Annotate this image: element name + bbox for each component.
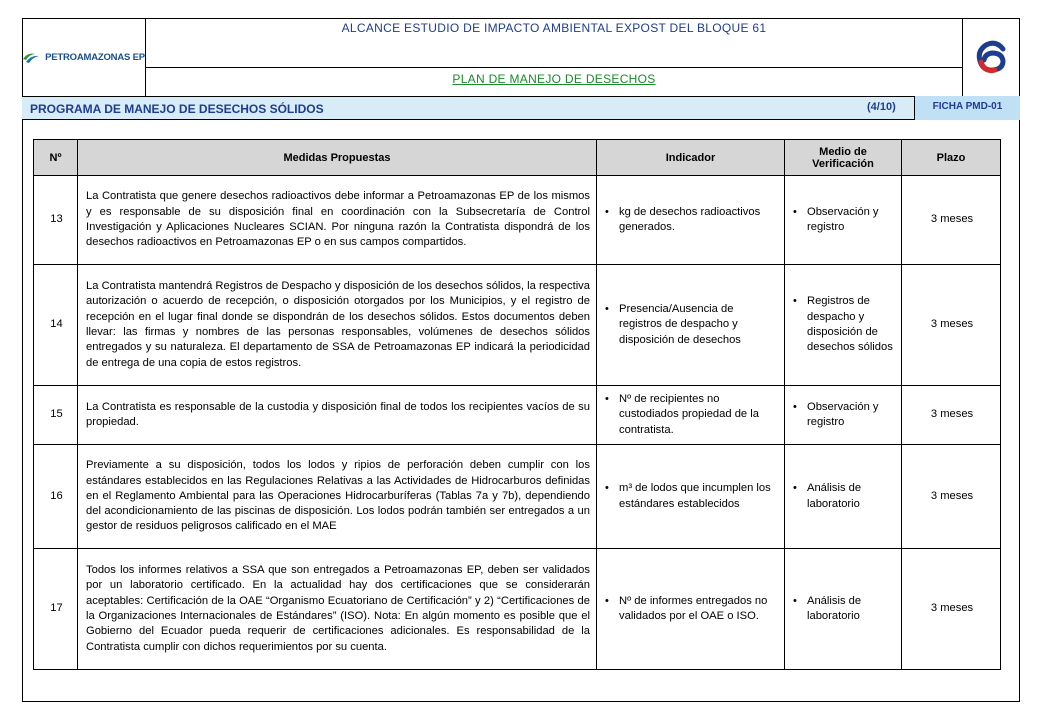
medida-text: La Contratista que genere desechos radioactivos debe informar a Petroamazonas EP de los mismos y es responsable de su disposición final en coordinación con la Subsecretaría de Control Investigación y Aplicaciones Nucleares SCIAN. Por ninguna razón la Contratista dispondrá de los desechos radioactivos en Petroamazonas EP o en sus campos compartidos. <box>78 176 597 265</box>
indicador-cell <box>597 549 785 670</box>
indicador-text: Nº de informes entregados no validados por el OAE o ISO. <box>619 594 768 622</box>
program-band <box>22 96 1020 120</box>
ficha-code: FICHA PMD-01 <box>914 96 1020 120</box>
plazo-text: 3 meses <box>902 265 1001 386</box>
indicador-text: kg de desechos radioactivos generados. <box>619 205 761 233</box>
table-row <box>34 445 1001 549</box>
bullet-icon: • <box>793 594 797 607</box>
chapter-number-badge <box>972 39 1012 75</box>
indicador-text: m³ de lodos que incumplen los estándares establecidos <box>619 482 771 510</box>
table-row <box>34 265 1001 386</box>
col-header-plazo: Plazo <box>902 140 1001 176</box>
bullet-icon: • <box>605 393 609 406</box>
bullet-icon: • <box>605 482 609 495</box>
company-logo-cell <box>22 18 146 96</box>
plazo-text: 3 meses <box>902 445 1001 549</box>
table-header-row <box>34 140 1001 176</box>
col-header-indicador: Indicador <box>597 140 785 176</box>
plazo-text: 3 meses <box>902 549 1001 670</box>
page-count: (4/10) <box>867 101 896 113</box>
section-subtitle: PLAN DE MANEJO DE DESECHOS <box>452 72 656 86</box>
logo-text: PETROAMAZONAS EP <box>45 51 145 63</box>
medio-text: Observación y registro <box>807 400 879 428</box>
medio-text: Observación y registro <box>807 205 879 233</box>
table-row <box>34 549 1001 670</box>
medida-text: La Contratista mantendrá Registros de Despacho y disposición de los desechos sólidos, la respectiva autorización o acuerdo de recepción, o disposición otorgados por los Municipios, y el registro de recepción en el lugar final donde se dispondrán de los desechos sólidos. Estos documentos deben llevar: las firmas y nombres de las personas responsables, volúmenes de desechos sólidos entregados y su naturaleza. El departamento de SSA de Petroamazonas EP indicará la periodicidad de entrega de una copia de estos registros. <box>78 265 597 386</box>
medio-text: Análisis de laboratorio <box>807 594 862 622</box>
indicador-cell <box>597 386 785 445</box>
col-header-medidas: Medidas Propuestas <box>78 140 597 176</box>
bullet-icon: • <box>793 295 797 308</box>
medida-text: Todos los informes relativos a SSA que son entregados a Petroamazonas EP, deben ser validados por un laboratorio certificado. En la actualidad hay dos certificaciones que se considerarán aceptables: Certificación de la OAE “Organismo Ecuatoriano de Certificación” y 2) “Certificaciones de la Organizaciones Internacionales de Estándares” (ISO). Nota: En algún momento es posible que el Gobierno del Ecuador pueda requerir de certificaciones adicionales. Es responsabilidad de la Contratista cumplir con dichos requerimientos por su cuenta. <box>78 549 597 670</box>
medida-text: La Contratista es responsable de la custodia y disposición final de todos los recipientes vacíos de su propiedad. <box>78 386 597 445</box>
medio-text: Análisis de laboratorio <box>807 482 862 510</box>
row-number: 13 <box>34 176 78 265</box>
table-row <box>34 176 1001 265</box>
bullet-icon: • <box>793 400 797 413</box>
document-title: ALCANCE ESTUDIO DE IMPACTO AMBIENTAL EXPOST DEL BLOQUE 61 <box>146 18 962 68</box>
indicador-text: Nº de recipientes no custodiados propiedad de la contratista. <box>619 393 759 436</box>
row-number: 15 <box>34 386 78 445</box>
indicador-text: Presencia/Ausencia de registros de despacho y disposición de desechos <box>619 303 741 346</box>
row-number: 17 <box>34 549 78 670</box>
row-number: 14 <box>34 265 78 386</box>
chapter-number-cell <box>962 18 1020 96</box>
col-header-medio: Medio de Verificación <box>785 140 902 176</box>
program-title: PROGRAMA DE MANEJO DE DESECHOS SÓLIDOS <box>30 102 324 116</box>
medio-cell <box>785 445 902 549</box>
indicador-cell <box>597 176 785 265</box>
bullet-icon: • <box>605 594 609 607</box>
medida-text: Previamente a su disposición, todos los lodos y ripios de perforación deben cumplir con los estándares establecidos en las Regulaciones Relativas a las Actividades de Hidrocarburos definidas en el Reglamento Ambiental para las Operaciones Hidrocarburíferas (Tablas 7a y 7b), dependiendo del acondicionamiento de las piscinas de disposición. Los lodos podrán también ser entregados a un gestor de residuos peligrosos calificado en el MAE <box>78 445 597 549</box>
medio-cell <box>785 386 902 445</box>
company-logo <box>22 50 145 64</box>
col-header-num: Nº <box>34 140 78 176</box>
measures-table <box>33 139 1001 670</box>
medio-text: Registros de despacho y disposición de desechos sólidos <box>807 295 893 354</box>
bullet-icon: • <box>605 205 609 218</box>
row-number: 16 <box>34 445 78 549</box>
bullet-icon: • <box>605 303 609 316</box>
plazo-text: 3 meses <box>902 176 1001 265</box>
medio-cell <box>785 265 902 386</box>
plazo-text: 3 meses <box>902 386 1001 445</box>
medio-cell <box>785 176 902 265</box>
indicador-cell <box>597 445 785 549</box>
bullet-icon: • <box>793 205 797 218</box>
medio-cell <box>785 549 902 670</box>
petroamazonas-logo-icon <box>22 50 42 64</box>
bullet-icon: • <box>793 482 797 495</box>
table-row <box>34 386 1001 445</box>
indicador-cell <box>597 265 785 386</box>
